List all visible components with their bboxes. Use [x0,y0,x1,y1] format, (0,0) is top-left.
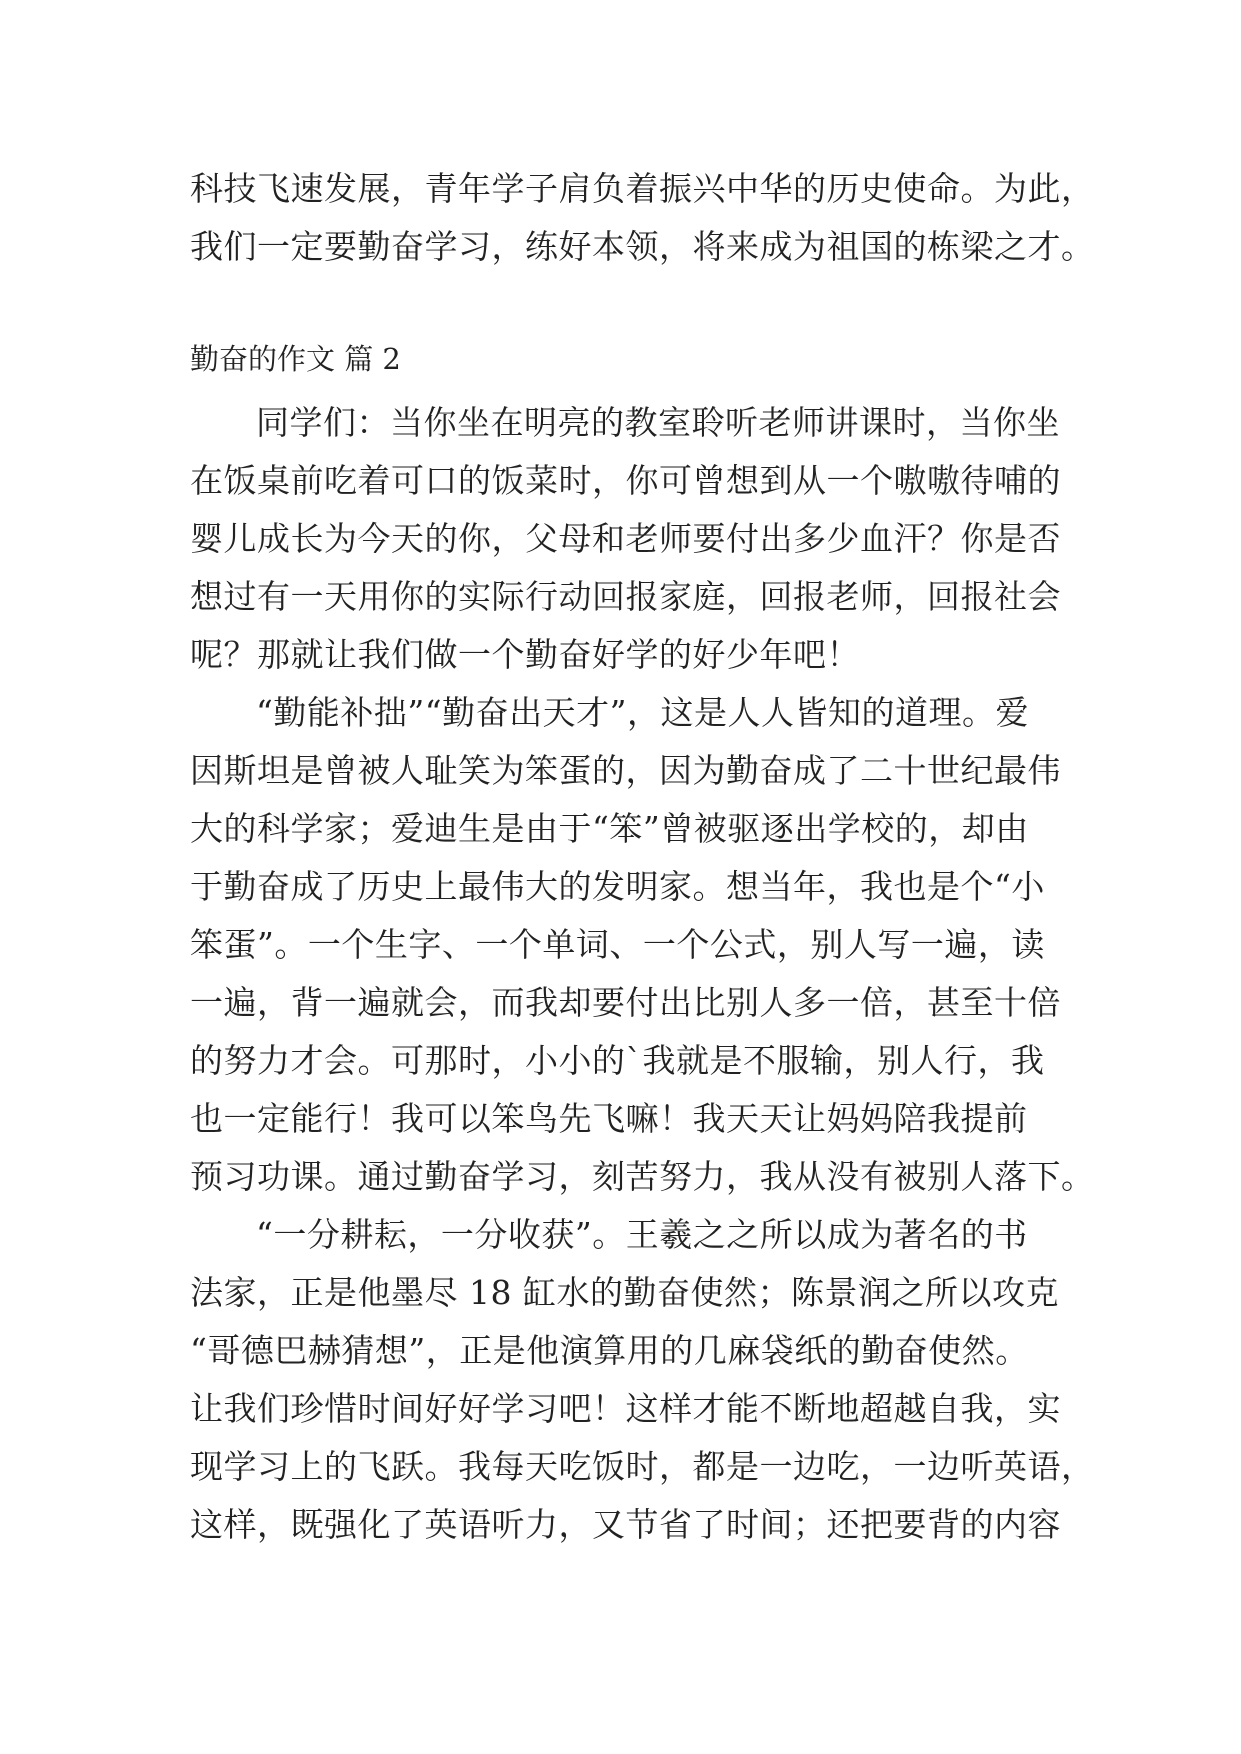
paragraph-line: 这样，既强化了英语听力，又节省了时间；还把要背的内容 [190,1505,1061,1544]
paragraph-line: “哥德巴赫猜想”，正是他演算用的几麻袋纸的勤奋使然。 [190,1331,1029,1370]
document-body [190,160,1095,1554]
paragraph-line: 想过有一天用你的实际行动回报家庭，回报老师，回报社会 [190,577,1061,616]
paragraph-line: 在饭桌前吃着可口的饭菜时，你可曾想到从一个嗷嗷待哺的 [190,461,1061,500]
paragraph-line: 于勤奋成了历史上最伟大的发明家。想当年，我也是个“小 [190,867,1045,906]
paragraph-line: 法家，正是他墨尽 18 缸水的勤奋使然；陈景润之所以攻克 [190,1273,1059,1312]
paragraph-line: 现学习上的飞跃。我每天吃饭时，都是一边吃，一边听英语， [190,1447,1095,1486]
paragraph-line: 大的科学家；爱迪生是由于“笨”曾被驱逐出学校的，却由 [190,809,1029,848]
section-heading: 勤奋的作文 篇 2 [190,342,401,376]
intro-line: 科技飞速发展，青年学子肩负着振兴中华的历史使命。为此， [190,169,1095,208]
paragraph-line: “勤能补拙”“勤奋出天才”，这是人人皆知的道理。爱 [256,693,1029,732]
paragraph-line: 也一定能行！我可以笨鸟先飞嘛！我天天让妈妈陪我提前 [190,1099,1028,1138]
paragraph-line: 婴儿成长为今天的你，父母和老师要付出多少血汗？你是否 [190,519,1061,558]
paragraph-line: 一遍，背一遍就会，而我却要付出比别人多一倍，甚至十倍 [190,983,1061,1022]
paragraph-line: 让我们珍惜时间好好学习吧！这样才能不断地超越自我，实 [190,1389,1061,1428]
paragraph-line: 笨蛋”。一个生字、一个单词、一个公式，别人写一遍，读 [190,925,1045,964]
paragraph-line: 预习功课。通过勤奋学习，刻苦努力，我从没有被别人落下。 [190,1157,1095,1196]
paragraph-gap [190,276,1060,334]
paragraph-line: 呢？那就让我们做一个勤奋好学的好少年吧！ [190,635,860,674]
paragraph-line: 因斯坦是曾被人耻笑为笨蛋的，因为勤奋成了二十世纪最伟 [190,751,1061,790]
paragraph-line: 的努力才会。可那时，小小的`我就是不服输，别人行，我 [190,1041,1045,1080]
paragraph-line: “一分耕耘，一分收获”。王羲之之所以成为著名的书 [256,1215,1028,1254]
paragraph-line: 同学们：当你坐在明亮的教室聆听老师讲课时，当你坐 [256,403,1060,442]
intro-line: 我们一定要勤奋学习，练好本领，将来成为祖国的栋梁之才。 [190,227,1095,266]
